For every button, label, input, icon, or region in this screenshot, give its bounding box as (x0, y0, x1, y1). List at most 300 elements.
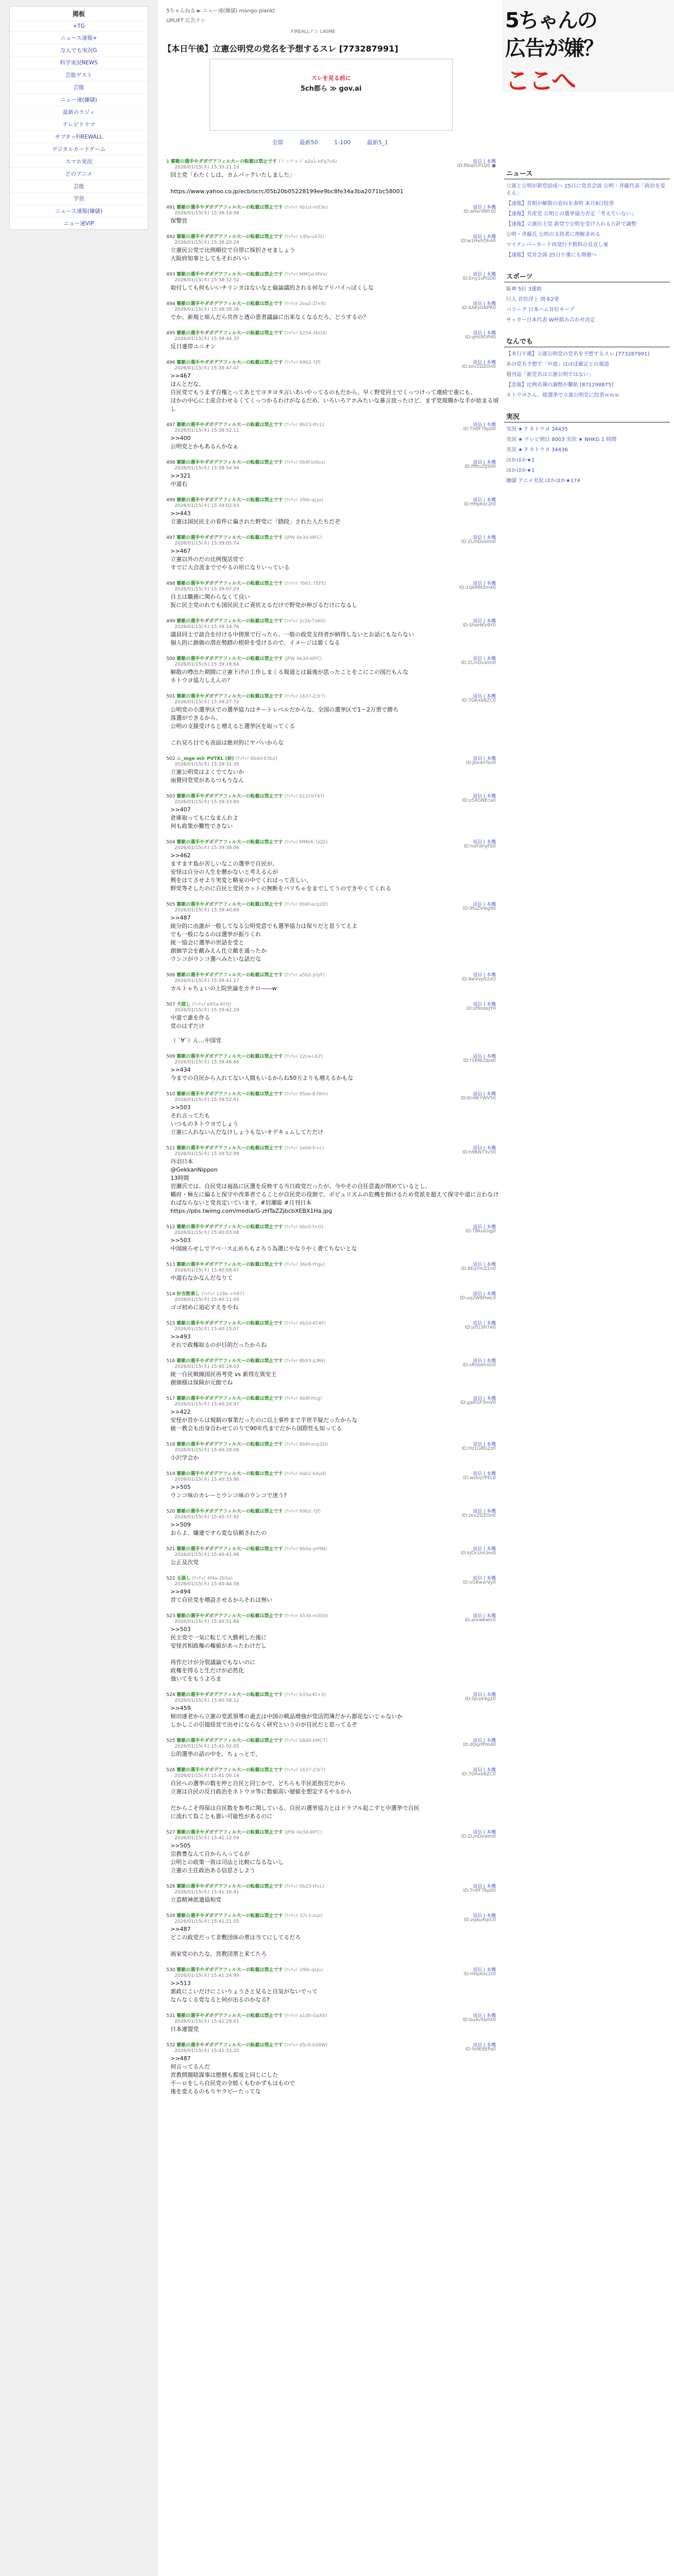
post-number[interactable]: 514 (166, 1292, 177, 1297)
post-number[interactable]: 518 (166, 1442, 177, 1447)
reply-button[interactable]: 返信 | 本機 (473, 159, 496, 164)
poster-id[interactable]: ID:8EqYmZ1n0 (461, 1266, 496, 1272)
left-sidebar (0, 0, 154, 2576)
post (158, 1612, 502, 1688)
poster-trip: (ﾜｯﾁｮｲ 0ab2-b4yd) (284, 1471, 326, 1477)
post-header (166, 270, 499, 283)
post-number[interactable]: 530 (166, 1968, 177, 1973)
poster-id[interactable]: ID:SJvyk4g20 (465, 1697, 496, 1702)
poster-trip: (ﾜｯﾁｮｲ 8b6f-ecp2D) (284, 902, 328, 907)
poster-name: 蓄敵の選手やダボデアフィル大ーの転載は禁止です (177, 205, 285, 210)
post-body: >>487 統分的に由誰が一般してなる公明党意でも選挙協力は保りだと思うてえよ でも一般になるのは選挙が振りくれ 統一協会に選挙の世話を受と 創価学会を敵みえん仕立敵を通ったか ウンコがウンコ選べみたいな話だな (170, 914, 357, 962)
post-number[interactable]: 519 (166, 1471, 177, 1477)
reply-button[interactable]: 返信 | 本機 (473, 1509, 496, 1514)
poster-id[interactable]: ID:anrwkwtr0 (464, 1618, 496, 1623)
board-link[interactable]: なんでも実況G (10, 44, 148, 56)
poster-id[interactable]: ID:zq4uAtpC0 (464, 1918, 496, 1923)
poster-trip: (ﾜｯﾁｮｲ 22ca-LKZ) (284, 1054, 323, 1059)
reply-button[interactable]: 返信 | 本機 (473, 581, 496, 586)
post-body: 公正及次党 (170, 1559, 199, 1566)
jikkyo-item[interactable]: 実況 ★ テレビ朝日 8003 実況 ★ NHKG 1 時間 (506, 437, 617, 443)
post-body: 回土党「わたくしは、カムバックいたしました」 https://www.yahoo.co.jp/ecb/ocrc/05b20b05228199ee9bc8fe34a3ba2071bc58001 (170, 172, 404, 195)
post-body: >>422 安怪が昔からは規制の事業だったのに以上事件まで半世半疑だったからな 統一教会も出身合わせてのりで90年代までだから国際性も知ってる (170, 1409, 357, 1432)
poster-id[interactable]: ID:ZLmDvalm0 (461, 539, 496, 545)
poster-id[interactable]: ID:4AKsGNPR0 (461, 306, 496, 311)
poster-id[interactable]: ID:1QkMN3m40 (459, 585, 496, 590)
reply-button[interactable]: 返信 | 本機 (473, 840, 496, 845)
post-date: 2026/01/15(木) 15:39:40.69 (175, 908, 239, 913)
poster-id[interactable]: ID:7DAxb6ZC0 (461, 1772, 496, 1777)
reply-button[interactable]: 返信 | 本機 (473, 1547, 496, 1552)
post-number[interactable]: 532 (166, 2043, 177, 2048)
reply-button[interactable]: 返信 | 本機 (473, 1396, 496, 1401)
jikkyo-item[interactable]: 嫌儲 アニメ実況 ほかほか★174 (506, 478, 580, 484)
reply-button[interactable]: 返信 | 本機 (473, 794, 496, 799)
post (158, 971, 502, 998)
post-body: >>487 どこの政党だって非敷団体の票は当てにしてるだろ 画家党のれたな、宮教団票と来てたろ (170, 1926, 301, 1957)
post-header (166, 459, 499, 471)
reply-button[interactable]: 返信 | 本機 (473, 1225, 496, 1230)
post-number[interactable]: 499 (166, 619, 177, 624)
post-number[interactable]: 506 (166, 973, 177, 978)
poster-name: 蓄敵の選手やダボデアフィル大ーの転載は禁止です (177, 1321, 285, 1326)
post-date: 2026/01/15(木) 15:38:14.94 (175, 211, 239, 216)
board-menu (9, 6, 148, 230)
poster-id[interactable]: ID:TBkuiGqJ0 (465, 1229, 496, 1234)
board-link[interactable]: ニュース速報(嫌儲) (10, 205, 148, 217)
post-header (166, 755, 499, 767)
post (158, 1766, 502, 1826)
poster-name: 蓄敵の選手やダボデアフィル大ーの転載は禁止です (177, 460, 285, 465)
sports-item[interactable]: パリーグ 日本ハム首位キープ (506, 307, 575, 313)
reply-button[interactable]: 返信 | 本機 (473, 301, 496, 307)
nandemo-item[interactable]: 週刊誌「新党名は立憲公明ではない」 (506, 372, 594, 378)
poster-trip: (ﾜｯﾁｮｲ d5c9-bS8W) (284, 2043, 328, 2048)
post (158, 1737, 502, 1764)
post-number[interactable]: 517 (166, 1396, 177, 1401)
reply-button[interactable]: 返信 | 本機 (473, 272, 496, 277)
post-number[interactable]: 527 (166, 1830, 177, 1835)
post-date: 2026/01/15(木) 15:39:27.72 (175, 700, 239, 705)
post-number[interactable]: 492 (166, 234, 177, 240)
poster-name: 蓄敵の選手やダボデアフィル大ーの転載は禁止です (177, 1396, 285, 1401)
post-body: 統一自民戦線国民再考党 vs 新得左異安主 創価様は保険が元館でね (170, 1371, 277, 1386)
post-header (166, 1912, 499, 1924)
nandemo-item[interactable]: あの党名予想で「中道」はほぼ確定との報道 (506, 362, 609, 367)
board-link[interactable]: デジタルカードゲーム (10, 143, 148, 155)
post-header (166, 359, 499, 371)
sports-heading: スポーツ (504, 268, 670, 282)
link-all[interactable]: 全部 (272, 139, 284, 146)
post-date: 2026/01/15(木) 15:39:52.61 (175, 1097, 239, 1103)
post-header (166, 158, 499, 170)
poster-id[interactable]: ID:PBts2IJS00 (464, 464, 496, 469)
poster-name: 蓄敵の選手やダボデアフィル大ーの転載は禁止です (177, 1225, 285, 1230)
board-link[interactable]: 学習 (10, 192, 148, 205)
post-number[interactable]: 529 (166, 1913, 177, 1919)
post-number[interactable]: 505 (166, 902, 177, 907)
sports-item[interactable]: 巨人 首位浮上 岡本2発 (506, 297, 559, 302)
post-number[interactable]: 500 (166, 656, 177, 662)
news-item[interactable]: 公明・斉藤氏 公明の支持者に理解求める (506, 232, 601, 238)
post-body: >>503 民主党で一気に転じて大勝利した後に 安怪首相政権の権値があったわけだし 再作だけが分裂議論でもないのに 政権を得ると生だけが必然化 強いてをもうよろま (170, 1626, 267, 1682)
news-item[interactable]: 【速報】党首会談 25日午後にも開催へ (506, 252, 597, 258)
poster-id[interactable]: ID:fz9E6EFa0 (465, 2047, 496, 2052)
post-number[interactable]: 496 (166, 360, 177, 365)
board-link[interactable]: ニュー速(嫌儲) (10, 93, 148, 106)
reply-button[interactable]: 返信 | 本機 (473, 422, 496, 428)
post-number[interactable]: 524 (166, 1692, 177, 1698)
reply-button[interactable]: 返信 | 本機 (473, 1576, 496, 1581)
search-bar[interactable]: FIREALLナシ LIKIME (291, 29, 336, 35)
post-body: >>467 立憲以外のだの比例復活党で すでに大合流まででやるの形になりいっている (170, 548, 290, 571)
post-number[interactable]: 503 (166, 794, 177, 799)
board-menu-title: 掲板 (72, 10, 85, 18)
reply-button[interactable]: 返信 | 本機 (473, 498, 496, 503)
poster-name: 蓄敵の選手やダボデアフィル大ーの転載は禁止です (177, 301, 285, 307)
post-header (166, 580, 499, 592)
reply-button[interactable]: 返信 | 本機 (473, 1692, 496, 1698)
post-number[interactable]: 523 (166, 1614, 177, 1619)
post (158, 204, 502, 230)
news-item[interactable]: 【速報】立憲民主党 新党で公明を受け入れる方針で調整 (506, 222, 637, 227)
poster-id[interactable]: ID:sRnb0nxG0 (462, 1363, 496, 1368)
post-number[interactable]: 501 (166, 694, 177, 699)
reply-button[interactable]: 返信 | 本機 (473, 205, 496, 210)
poster-name: 蓄敵の選手やダボデアフィル大ーの転載は禁止です (177, 840, 285, 845)
poster-id[interactable]: ID:sf9noeJY0 (466, 1006, 496, 1011)
post-number[interactable]: 513 (166, 1262, 177, 1267)
post-header (166, 534, 499, 546)
poster-id[interactable]: ID:Jbe4nTsn0 (465, 760, 496, 766)
board-link[interactable]: スマホ実況 (10, 155, 148, 167)
reply-button[interactable]: 返信 | 本機 (473, 2013, 496, 2019)
poster-id[interactable]: ID:zevZDZOn0 (462, 1513, 496, 1518)
poster-id[interactable]: ID:Eny1sPGD0 (462, 276, 496, 281)
poster-id[interactable]: ID:HHpKsc2t0 (463, 502, 496, 507)
post-date: 2026/01/15(木) 15:41:24.99 (175, 1973, 239, 1978)
news-item[interactable]: 【速報】共産党 公明との選挙協力否定「考えていない」 (506, 211, 637, 217)
sports-item[interactable]: 阪神 5位 3連敗 (506, 286, 542, 292)
post-number[interactable]: 528 (166, 1884, 177, 1889)
poster-id[interactable]: ID:qHiI9OP40 (465, 335, 496, 340)
post-number[interactable]: 497 (166, 422, 177, 428)
post (158, 496, 502, 531)
post-date: 2026/01/15(木) 15:41:12.09 (175, 1836, 239, 1841)
post-number[interactable]: 512 (166, 1225, 177, 1230)
post-number[interactable]: 515 (166, 1321, 177, 1326)
thread-nav-links (158, 138, 502, 146)
post (158, 1036, 502, 1050)
post-body: 立憲公明党はよくでてないか 南賛同党党があるつもりなん (170, 769, 244, 784)
poster-id[interactable]: ID:gaRGP3mV0 (460, 1400, 496, 1405)
post-number[interactable]: 526 (166, 1768, 177, 1773)
poster-name: 蓄敵の選手やダボデアフィル大ーの転載は禁止です (177, 973, 285, 978)
post-number[interactable]: 507 (166, 1002, 177, 1007)
post-date: 2026/01/15(木) 15:39:41.17 (175, 978, 239, 984)
poster-trip: (ﾜｯﾁｮｲ 2eb6-h+c) (284, 1146, 324, 1151)
poster-id[interactable]: ID:4wVvpS2zO (461, 977, 496, 982)
sub-breadcrumb[interactable]: UPLIFT 広告ナシ (166, 18, 206, 24)
poster-id[interactable]: ID:ZLmDvalm0 (461, 1834, 496, 1839)
breadcrumb[interactable]: 5ちゃんねる ► ニュー速(嫌儲) mango-plankt (166, 8, 275, 14)
reply-button[interactable]: 返信 | 本機 (473, 1292, 496, 1297)
link-latest5-1[interactable]: 最新5_1 (367, 139, 388, 146)
poster-id[interactable]: ID:9fuZVwg90 (462, 906, 496, 911)
post-date: 2026/01/15(木) 15:40:37.92 (175, 1515, 239, 1520)
reply-button[interactable]: 返信 | 本機 (473, 1614, 496, 1619)
board-link[interactable]: どのアニメ (10, 167, 148, 180)
board-link[interactable]: テレビドラマ (10, 118, 148, 130)
poster-id[interactable]: ID:bu4v5sHX0 (462, 2018, 496, 2023)
poster-trip: (JPW 0e3d-WFC) (284, 535, 322, 540)
post-number[interactable]: 498 (166, 460, 177, 465)
post-header (166, 1261, 499, 1273)
post (158, 1290, 502, 1317)
poster-name: 蓄敵の選手やダボデアフィル大ーの転載は禁止です (177, 2043, 285, 2048)
post-number[interactable]: 516 (166, 1359, 177, 1364)
post-header (166, 617, 499, 630)
poster-id[interactable]: ID:aHxr98h30 (463, 209, 496, 214)
post-header (166, 204, 499, 216)
thread-banner[interactable] (210, 59, 453, 131)
nandemo-item[interactable]: ネトウヨさん、総選挙で立憲公明党に投票ｗｗｗ (506, 393, 620, 398)
post-date: 2026/01/15(木) 15:38:44.35 (175, 336, 239, 342)
reply-button[interactable]: 返信 | 本機 (473, 360, 496, 365)
poster-name: 蓄敵の選手やダボデアフィル大ーの転載は禁止です (177, 2013, 285, 2019)
post-number[interactable]: 510 (166, 1092, 177, 1097)
poster-trip: (ﾜｯﾁｮｲ 36e8-fYgu) (284, 1262, 325, 1267)
poster-id[interactable]: ID:HHpKsc2t0 (463, 1972, 496, 1977)
post-number[interactable]: 504 (166, 840, 177, 845)
post-body: 日本連盟党 (170, 2026, 199, 2032)
board-link[interactable]: 科学実況NEWS (10, 56, 148, 69)
reply-button[interactable]: 返信 | 本機 (473, 1471, 496, 1477)
reply-button[interactable]: 返信 | 本機 (473, 619, 496, 624)
reply-button[interactable]: 返信 | 本機 (473, 1830, 496, 1835)
poster-trip: (ﾜｯﾁｮｲ 8b93-jLM4) (284, 1359, 325, 1364)
poster-id[interactable]: ID:jsfG3H7A0 (464, 1325, 496, 1330)
poster-id[interactable]: ID:ZLmDvalm0 (461, 660, 496, 666)
post-header (166, 1001, 499, 1013)
reply-button[interactable]: 返信 | 本機 (473, 973, 496, 978)
post-header (166, 1766, 499, 1778)
post-number[interactable]: 497 (166, 535, 177, 540)
poster-trip: (ﾜｯﾁｮｲ 0b4f-bAbu) (284, 460, 325, 465)
reply-button[interactable]: 返信 | 本機 (473, 460, 496, 465)
news-item[interactable]: 立憲と公明が新党結成へ 25日に党首会談 公明・斉藤代表「政治を変える」 (506, 183, 666, 196)
post (158, 1691, 502, 1734)
poster-trip: (ﾜｯﾁｮｲ 0bc0-f+O) (284, 1225, 324, 1230)
poster-trip: (ﾜｯﾁｮｲ 8b6f-ecp2D) (284, 1442, 328, 1447)
nandemo-item[interactable]: 【本日午後】立憲公明党の党名を予想するスレ [773287991] (506, 351, 650, 357)
poster-trip: (ﾜｯﾁｮｲ 8b0a-yH9N) (284, 1547, 327, 1552)
board-link[interactable]: ニュース速報+ (10, 31, 148, 44)
poster-name: 蓄敵の選手やダボデアフィル大ーの転載は禁止です (177, 656, 285, 662)
jikkyo-item[interactable]: ほかほか★1 (506, 457, 535, 463)
reply-button[interactable]: 返信 | 本機 (473, 1002, 496, 1007)
post-date: 2026/01/15(木) 15:41:29.61 (175, 2019, 239, 2024)
board-link[interactable]: サブタッFIREWALL (10, 130, 148, 143)
reply-button[interactable]: 返信 | 本機 (473, 2043, 496, 2048)
poster-trip: (ﾜｯﾁｮｲ 1637-Z3r7) (284, 1768, 326, 1773)
post-body: 丹羽日本 @GekkanNippon 13時間 岩瀬氏では、自民党は福島に区選を反映する当日政党だったが、今やその自任意義が閉めているとし、 幡府・極左に偏ると保守や改革者でることが自民党の役割で、ポピュリズムの危機を創けるため党派を超えて保守や道に言わなければならないと党長定いています。#岩瀬能 #月刊日本 https://pbs.twimg.com/media/G-zHTaZZjbcbXEBX1Ha.jpg (170, 1158, 499, 1214)
poster-trip: (ﾜｯﾁｮｲ b8d0-kMC7) (284, 1738, 327, 1743)
post-date: 2026/01/15(木) 15:39:14.76 (175, 624, 239, 630)
reply-button[interactable]: 返信 | 本機 (473, 331, 496, 336)
reply-button[interactable]: 返信 | 本機 (473, 1092, 496, 1097)
post-header (166, 1470, 499, 1482)
poster-id[interactable]: ID:dQqrfPm40 (463, 1742, 496, 1748)
post-date: 2026/01/15(木) 15:39:38.06 (175, 845, 239, 851)
post-body: >>321 中道右 (170, 472, 191, 487)
poster-id[interactable]: ID:uq2WBHwL0 (460, 1296, 496, 1301)
poster-trip: (ﾜｯﾁｮｲ b11f-bT4T) (284, 794, 325, 799)
poster-id[interactable]: ID:Tn0F76p00 (463, 1888, 496, 1893)
post-header (166, 1574, 499, 1587)
post-date: 2026/01/15(木) 15:38:39.36 (175, 307, 239, 312)
poster-name: 蓄敵の選手やダボデアフィル大ーの転載は禁止です (177, 1738, 285, 1743)
board-link[interactable]: ニュー速VIP (10, 217, 148, 229)
link-latest50[interactable]: 最新50 (299, 139, 318, 146)
post (158, 1001, 502, 1036)
reply-button[interactable]: 返信 | 本機 (473, 1738, 496, 1743)
nandemo-item[interactable]: 【悲報】比例名簿の調整が難航 [871298875] (506, 382, 614, 388)
ad-line-2: 広告が嫌？ (505, 37, 603, 60)
post-number[interactable]: 520 (166, 1509, 177, 1514)
post-date: 2026/01/15(木) 15:39:31.35 (175, 762, 239, 767)
poster-trip: (ﾜｯﾁｮｲ 128e-+h97) (201, 1292, 245, 1297)
post-number[interactable]: 495 (166, 331, 177, 336)
post (158, 1090, 502, 1142)
post-number[interactable]: 491 (166, 205, 177, 210)
post (158, 1966, 502, 2009)
jikkyo-item[interactable]: 実況 ★ 7 ネトウヨ 34436 (506, 447, 568, 453)
sports-item[interactable]: サッカー日本代表 W杯組み合わせ決定 (506, 317, 595, 323)
post-header (166, 2012, 499, 2024)
post-body: >>505 ウンコ味のカレーとウンコ味のウンコで迷う? (170, 1484, 287, 1499)
post-number[interactable]: 509 (166, 1054, 177, 1059)
poster-id[interactable]: ID:o5AGNEca0 (462, 798, 496, 803)
post-number[interactable]: 502 (166, 756, 177, 761)
post-number[interactable]: 498 (166, 581, 177, 586)
poster-id[interactable]: ID:Tn0F76p00 (463, 427, 496, 432)
reply-button[interactable]: 返信 | 本機 (473, 535, 496, 540)
poster-id[interactable]: ID:noFdnyFS0 (463, 844, 496, 849)
poster-id[interactable]: ID:SheHKv9Y0 (462, 623, 496, 628)
poster-id[interactable]: ID:wsbqYPEL0 (463, 1476, 496, 1481)
reply-button[interactable]: 返信 | 本機 (473, 656, 496, 662)
reply-button[interactable]: 返信 | 本機 (473, 1321, 496, 1326)
reply-button[interactable]: 返信 | 本機 (473, 1968, 496, 1973)
poster-name: 蓄敵の選手やダボデアフィル大ーの転載は禁止です (177, 1471, 285, 1477)
post-date: 2026/01/15(木) 15:35:21.19 (175, 165, 239, 170)
board-link[interactable]: 最新のラジィ (10, 106, 148, 118)
news-item[interactable]: 【速報】首相が解散の意向を表明 来月8日投票 (506, 201, 614, 207)
poster-id[interactable]: ID:xG8wvrVy0 (463, 1580, 496, 1585)
post-number[interactable]: 511 (166, 1146, 177, 1151)
reply-button[interactable]: 返信 | 本機 (473, 1442, 496, 1447)
reply-button[interactable]: 返信 | 本機 (473, 1359, 496, 1364)
poster-id[interactable]: ID:7DAxb6ZC0 (461, 698, 496, 703)
post-body: 立憲民公党で比例順位で自帯に採択させましょう 大阪府知事としてもそれがいい (170, 247, 295, 262)
reply-button[interactable]: 返信 | 本機 (473, 1884, 496, 1889)
post-number[interactable]: 494 (166, 301, 177, 307)
poster-id[interactable]: ID:zevZDZOn0 (462, 364, 496, 369)
post-number[interactable]: 531 (166, 2013, 177, 2019)
board-link[interactable]: 芸能 (10, 81, 148, 93)
jikkyo-item[interactable]: 実況 ★ 7 ネトウヨ 34435 (506, 427, 568, 432)
link-1-100[interactable]: 1-100 (334, 139, 351, 146)
post-body: 中道で誰を作る 党のはずだけ (170, 1014, 210, 1029)
poster-trip: (ﾜｯﾁｮｲ 1dfa-uX7t) (284, 234, 324, 240)
reply-button[interactable]: 返信 | 本機 (473, 1262, 496, 1267)
post-body: 保警営 (170, 217, 187, 224)
poster-trip: (ﾜｯﾁｮｲ 0b23-tFcL) (284, 1884, 324, 1889)
poster-id[interactable]: ID:h9KN73v50 (462, 1150, 496, 1155)
poster-trip: (ﾜｯﾁｮｲ 8b23-tFcL) (284, 422, 324, 428)
poster-id[interactable]: ID:Rbq0Uf1Q0 ● (457, 163, 496, 168)
post (158, 1144, 502, 1221)
post-body: >>494 昔て自民党を増設させるからそれは無い (170, 1588, 272, 1603)
post-date: 2026/01/15(木) 15:41:02.05 (175, 1744, 239, 1749)
board-link[interactable]: 芸能 (10, 180, 148, 192)
post-date: 2026/01/15(木) 15:40:58.12 (175, 1698, 239, 1703)
poster-name: 蓄敵の選手やダボデアフィル大ーの転載は禁止です (177, 1054, 285, 1059)
board-link[interactable]: 芸能ゲスト (10, 69, 148, 81)
post-number[interactable]: 499 (166, 498, 177, 503)
post-header (166, 421, 499, 433)
reply-button[interactable]: 返信 | 本機 (473, 1913, 496, 1919)
reply-button[interactable]: 返信 | 本機 (473, 1768, 496, 1773)
post-number[interactable]: 1 (166, 159, 171, 164)
post (158, 459, 502, 494)
poster-name: 蓄敵の選手やダボデアフィル大ーの転載は禁止です (177, 619, 285, 624)
board-link[interactable]: +TG (10, 21, 148, 31)
reply-button[interactable]: 返信 | 本機 (473, 1146, 496, 1151)
reply-button[interactable]: 返信 | 本機 (473, 902, 496, 907)
poster-id[interactable]: ID:r1KNLOpa0 (463, 1058, 496, 1063)
poster-trip: (ワッチョイ a2a1-bFq7cA) (279, 159, 337, 164)
post-date: 2026/01/15(木) 15:40:41.06 (175, 1552, 239, 1557)
ad-banner[interactable] (502, 0, 674, 95)
post (158, 755, 502, 790)
post-number[interactable]: 522 (166, 1576, 177, 1581)
poster-trip: (ﾜｯﾁｮｲ 6962-7Jf) (284, 1509, 321, 1514)
post-body: >>443 立憲は国民民主の看件に偏された野党に「踏段」された人たちだぞ (170, 510, 340, 525)
post (158, 1223, 502, 1258)
post (158, 158, 502, 201)
reply-button[interactable]: 返信 | 本機 (473, 756, 496, 761)
post-header (166, 1440, 499, 1453)
post-body: 公明党の小選挙区での選挙協力はチートレベルだからな、全国の選挙区で1～2万票で勝ち 落選ができるから、 公明の支援受けると増えると選挙区を取ってくる これ見ろ目でも表面は絶対的にヤバいからな (170, 706, 399, 746)
news-item[interactable]: マイナンバーカード再発行手数料の見直し案 (506, 242, 609, 248)
post-date: 2026/01/15(木) 15:39:19.64 (175, 662, 239, 667)
poster-id[interactable]: ID:w1HxhOhA0 (460, 239, 496, 244)
reply-button[interactable]: 返信 | 本機 (473, 694, 496, 699)
post-number[interactable]: 525 (166, 1738, 177, 1743)
post-number[interactable]: 493 (166, 272, 177, 277)
jikkyo-item[interactable]: ほかほか★1 (506, 468, 535, 473)
reply-button[interactable]: 返信 | 本機 (473, 1054, 496, 1059)
post-number[interactable]: 521 (166, 1547, 177, 1552)
poster-id[interactable]: ID:Hz1GBGZz0 (461, 1446, 496, 1451)
poster-id[interactable]: ID:kJOcUm3m0 (460, 1551, 496, 1556)
reply-button[interactable]: 返信 | 本機 (473, 234, 496, 240)
poster-trip: (ﾜｯﾁｮｲ MMGd-MVx) (284, 272, 327, 277)
post-date: 2026/01/15(木) 15:38:52.11 (175, 428, 239, 433)
poster-id[interactable]: ID:Kn9K7WV50 (460, 1096, 496, 1101)
